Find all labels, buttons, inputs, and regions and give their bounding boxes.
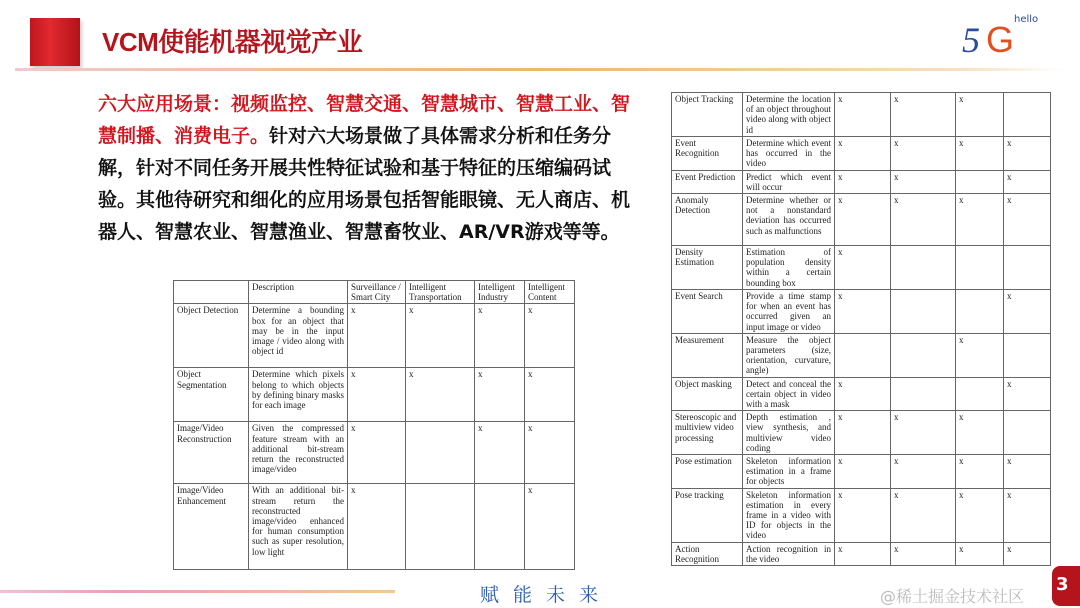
scenario-mark-cell: x [1004,194,1051,246]
scenario-mark-cell: x [956,411,1004,455]
scenario-mark-cell: x [475,368,525,422]
description-cell: Estimation of population density within a certain bounding box [743,246,835,290]
task-name-cell: Pose tracking [672,488,743,542]
scenario-mark-cell [956,246,1004,290]
scenario-mark-cell: x [835,137,891,171]
scenario-mark-cell: x [525,368,575,422]
scenario-mark-cell: x [891,137,956,171]
table-row [174,422,575,484]
body-text: 针对六大场景做了具体需求分析和任务分解，针对不同任务开展共性特征试验和基于特征的压缩编码试验。其他待研究和细化的应用场景包括智能眼镜、无人商店、机器人、智慧农业、智慧渔业、智慧畜牧业、AR/VR游戏等等。 [98,125,631,243]
scenario-mark-cell: x [891,542,956,565]
task-name-cell: Image/Video Reconstruction [174,422,249,484]
title-accent-block [30,18,80,66]
scenario-mark-cell: x [891,170,956,193]
description-cell: Determine whether or not a nonstandard deviation has occurred such as malfunctions [743,194,835,246]
task-table-right [671,92,1051,566]
task-name-cell: Measurement [672,333,743,377]
scenario-mark-cell: x [835,170,891,193]
task-name-cell: Event Recognition [672,137,743,171]
task-name-cell: Image/Video Enhancement [174,484,249,570]
scenario-mark-cell [891,333,956,377]
watermark: @稀土掘金技术社区 [880,587,1025,606]
scenario-mark-cell: x [956,194,1004,246]
logo-hello: hello [1014,14,1039,25]
table-row [672,137,1051,171]
task-name-cell: Object Detection [174,304,249,368]
task-name-cell [174,281,249,304]
task-name-cell: Action Recognition [672,542,743,565]
scenario-mark-cell: x [835,246,891,290]
scenario-mark-cell: x [835,411,891,455]
scenario-mark-cell: Intelligent Content [525,281,575,304]
scenario-mark-cell: x [891,194,956,246]
scenario-mark-cell: x [956,455,1004,489]
task-name-cell: Event Prediction [672,170,743,193]
scenario-mark-cell: x [835,290,891,334]
description-cell: Determine a bounding box for an object that may be in the input image / video along with object id [249,304,348,368]
table-row [672,170,1051,193]
description-cell: With an additional bit-stream return the reconstructed image/video enhanced for human consumption such as super resolution, low light [249,484,348,570]
task-name-cell: Object Tracking [672,93,743,137]
scenario-mark-cell: x [835,194,891,246]
scenario-mark-cell: x [525,484,575,570]
scenario-mark-cell: x [891,455,956,489]
scenario-mark-cell: x [348,368,406,422]
scenario-mark-cell [956,377,1004,411]
scenario-mark-cell [956,170,1004,193]
scenario-mark-cell [891,246,956,290]
scenario-mark-cell: x [956,93,1004,137]
scenario-mark-cell: x [835,377,891,411]
scenario-mark-cell: x [475,422,525,484]
scenario-mark-cell [956,290,1004,334]
page-number: 3 [1052,566,1080,606]
scenario-mark-cell [1004,411,1051,455]
highlight-text: 六大应用场景：视频监控、智慧交通、智慧城市、智慧工业、智慧制播、消费电子。 [98,93,631,147]
description-cell: Skeleton information estimation in every frame in a video with ID for objects in the video [743,488,835,542]
description-cell: Depth estimation , view synthesis, and multiview video coding [743,411,835,455]
table-row [672,246,1051,290]
task-name-cell: Event Search [672,290,743,334]
scenario-mark-cell [475,484,525,570]
scenario-mark-cell: x [1004,170,1051,193]
scenario-mark-cell: x [891,488,956,542]
footer-divider [0,590,395,593]
scenario-mark-cell: x [525,304,575,368]
scenario-mark-cell: x [835,488,891,542]
footer-slogan: 赋能未来 [480,584,613,606]
scenario-mark-cell: x [891,411,956,455]
table-row [174,304,575,368]
scenario-mark-cell [891,377,956,411]
description-cell: Predict which event will occur [743,170,835,193]
scenario-mark-cell: x [956,542,1004,565]
task-table-left [173,280,575,570]
description-cell: Action recognition in the video [743,542,835,565]
scenario-mark-cell: x [956,488,1004,542]
table-header-row [174,281,575,304]
scenario-mark-cell: x [525,422,575,484]
table-row [672,488,1051,542]
task-name-cell: Pose estimation [672,455,743,489]
scenario-mark-cell [406,422,475,484]
description-cell: Description [249,281,348,304]
table-row [672,411,1051,455]
scenario-mark-cell [891,290,956,334]
table-row [174,484,575,570]
scenario-mark-cell: x [1004,137,1051,171]
description-cell: Given the compressed feature stream with an additional bit-stream return the reconstructed image/video [249,422,348,484]
scenario-mark-cell: x [956,137,1004,171]
scenario-mark-cell: x [348,484,406,570]
description-cell: Determine which event has occurred in the video [743,137,835,171]
description-cell: Provide a time stamp for when an event has occurred given an input image or video [743,290,835,334]
scenario-mark-cell: x [835,455,891,489]
scenario-mark-cell [1004,333,1051,377]
description-cell: Measure the object parameters (size, orientation, curvature, angle) [743,333,835,377]
scenario-mark-cell: x [406,304,475,368]
table-row [672,455,1051,489]
scenario-mark-cell: Intelligent Industry [475,281,525,304]
description-cell: Determine the location of an object throughout video along with object id [743,93,835,137]
scenario-mark-cell: x [1004,488,1051,542]
table-row [174,368,575,422]
scenario-mark-cell [406,484,475,570]
task-name-cell: Anomaly Detection [672,194,743,246]
scenario-mark-cell: x [1004,377,1051,411]
table-row [672,333,1051,377]
description-cell: Skeleton information estimation in a frame for objects [743,455,835,489]
scenario-mark-cell: x [835,542,891,565]
logo-g: G [986,19,1015,60]
scenario-mark-cell [835,333,891,377]
logo-five: 5 [962,20,980,60]
table-row [672,194,1051,246]
table-row [672,93,1051,137]
scenario-mark-cell [1004,246,1051,290]
scenario-mark-cell: x [891,93,956,137]
task-name-cell: Density Estimation [672,246,743,290]
intro-paragraph [98,88,648,248]
task-name-cell: Stereoscopic and multiview video processing [672,411,743,455]
scenario-mark-cell: Surveillance / Smart City [348,281,406,304]
scenario-mark-cell [1004,93,1051,137]
header-divider [15,68,1065,71]
5g-hello-logo [962,14,1042,62]
scenario-mark-cell: x [1004,542,1051,565]
scenario-mark-cell: x [348,422,406,484]
scenario-mark-cell: x [835,93,891,137]
scenario-mark-cell: x [1004,290,1051,334]
slide-title: VCM使能机器视觉产业 [102,27,363,57]
scenario-mark-cell: Intelligent Transportation [406,281,475,304]
table-row [672,377,1051,411]
task-name-cell: Object masking [672,377,743,411]
description-cell: Detect and conceal the certain object in video with a mask [743,377,835,411]
table-row [672,290,1051,334]
task-name-cell: Object Segmentation [174,368,249,422]
scenario-mark-cell: x [406,368,475,422]
scenario-mark-cell: x [475,304,525,368]
scenario-mark-cell: x [956,333,1004,377]
scenario-mark-cell: x [348,304,406,368]
description-cell: Determine which pixels belong to which objects by defining binary masks for each image [249,368,348,422]
scenario-mark-cell: x [1004,455,1051,489]
table-row [672,542,1051,565]
